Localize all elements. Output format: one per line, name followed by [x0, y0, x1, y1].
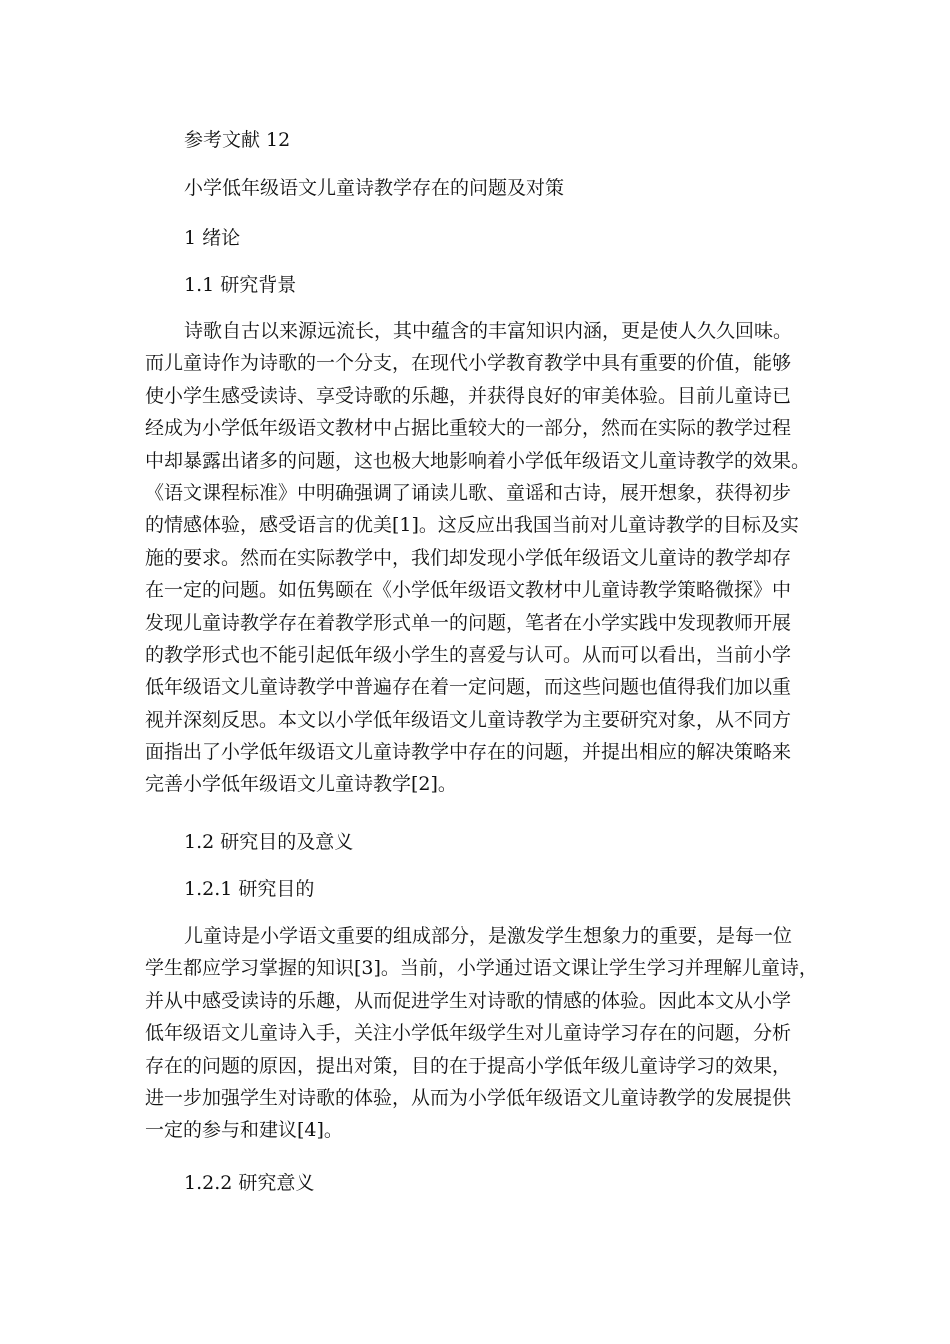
paragraph-line: 面指出了小学低年级语文儿童诗教学中存在的问题，并提出相应的解决策略来	[145, 741, 792, 764]
paragraph-line: 而儿童诗作为诗歌的一个分支，在现代小学教育教学中具有重要的价值，能够	[145, 352, 792, 375]
paragraph-line: 低年级语文儿童诗教学中普遍存在着一定问题，而这些问题也值得我们加以重	[145, 676, 792, 699]
paragraph-line: 的情感体验，感受语言的优美[1]。这反应出我国当前对儿童诗教学的目标及实	[145, 514, 799, 537]
paragraph-line: 完善小学低年级语文儿童诗教学[2]。	[145, 773, 457, 796]
paragraph-line: 儿童诗是小学语文重要的组成部分，是激发学生想象力的重要，是每一位	[184, 925, 793, 947]
paragraph-line: 使小学生感受读诗、享受诗歌的乐趣，并获得良好的审美体验。目前儿童诗已	[145, 384, 792, 407]
paragraph-line: 经成为小学低年级语文教材中占据比重较大的一部分，然而在实际的教学过程	[145, 417, 792, 440]
paragraph-line: 中却暴露出诸多的问题，这也极大地影响着小学低年级语文儿童诗教学的效果。	[145, 449, 811, 472]
section-heading-1-1: 1.1 研究背景	[184, 274, 297, 296]
section-heading-1-2-2: 1.2.2 研究意义	[184, 1172, 315, 1194]
paragraph-line: 施的要求。然而在实际教学中，我们却发现小学低年级语文儿童诗的教学却存	[145, 546, 792, 569]
paragraph-line: 一定的参与和建议[4]。	[145, 1119, 343, 1142]
section-heading-1-2: 1.2 研究目的及意义	[184, 831, 354, 853]
paragraph-research-background	[145, 315, 811, 801]
paragraph-line: 低年级语文儿童诗入手，关注小学低年级学生对儿童诗学习存在的问题，分析	[145, 1022, 792, 1045]
document-title: 小学低年级语文儿童诗教学存在的问题及对策	[184, 177, 565, 199]
paragraph-line: 发现儿童诗教学存在着教学形式单一的问题，笔者在小学实践中发现教师开展	[145, 611, 792, 634]
paragraph-line: 的教学形式也不能引起低年级小学生的喜爱与认可。从而可以看出，当前小学	[145, 643, 792, 666]
references-heading: 参考文献 12	[184, 129, 291, 151]
paragraph-line: 学生都应学习掌握的知识[3]。当前，小学通过语文课让学生学习并理解儿童诗，	[145, 957, 818, 980]
paragraph-line: 存在的问题的原因，提出对策，目的在于提高小学低年级儿童诗学习的效果，	[145, 1054, 792, 1077]
paragraph-line: 视并深刻反思。本文以小学低年级语文儿童诗教学为主要研究对象，从不同方	[145, 708, 792, 731]
section-heading-1: 1 绪论	[184, 227, 241, 249]
paragraph-line: 在一定的问题。如伍隽颐在《小学低年级语文教材中儿童诗教学策略微探》中	[145, 579, 792, 602]
paragraph-line: 诗歌自古以来源远流长，其中蕴含的丰富知识内涵，更是使人久久回味。	[184, 320, 793, 342]
paragraph-line: 《语文课程标准》中明确强调了诵读儿歌、童谣和古诗，展开想象，获得初步	[145, 481, 792, 504]
section-heading-1-2-1: 1.2.1 研究目的	[184, 878, 315, 900]
paragraph-line: 并从中感受读诗的乐趣，从而促进学生对诗歌的情感的体验。因此本文从小学	[145, 989, 792, 1012]
paragraph-research-purpose	[145, 920, 818, 1147]
paragraph-line: 进一步加强学生对诗歌的体验，从而为小学低年级语文儿童诗教学的发展提供	[145, 1086, 792, 1109]
